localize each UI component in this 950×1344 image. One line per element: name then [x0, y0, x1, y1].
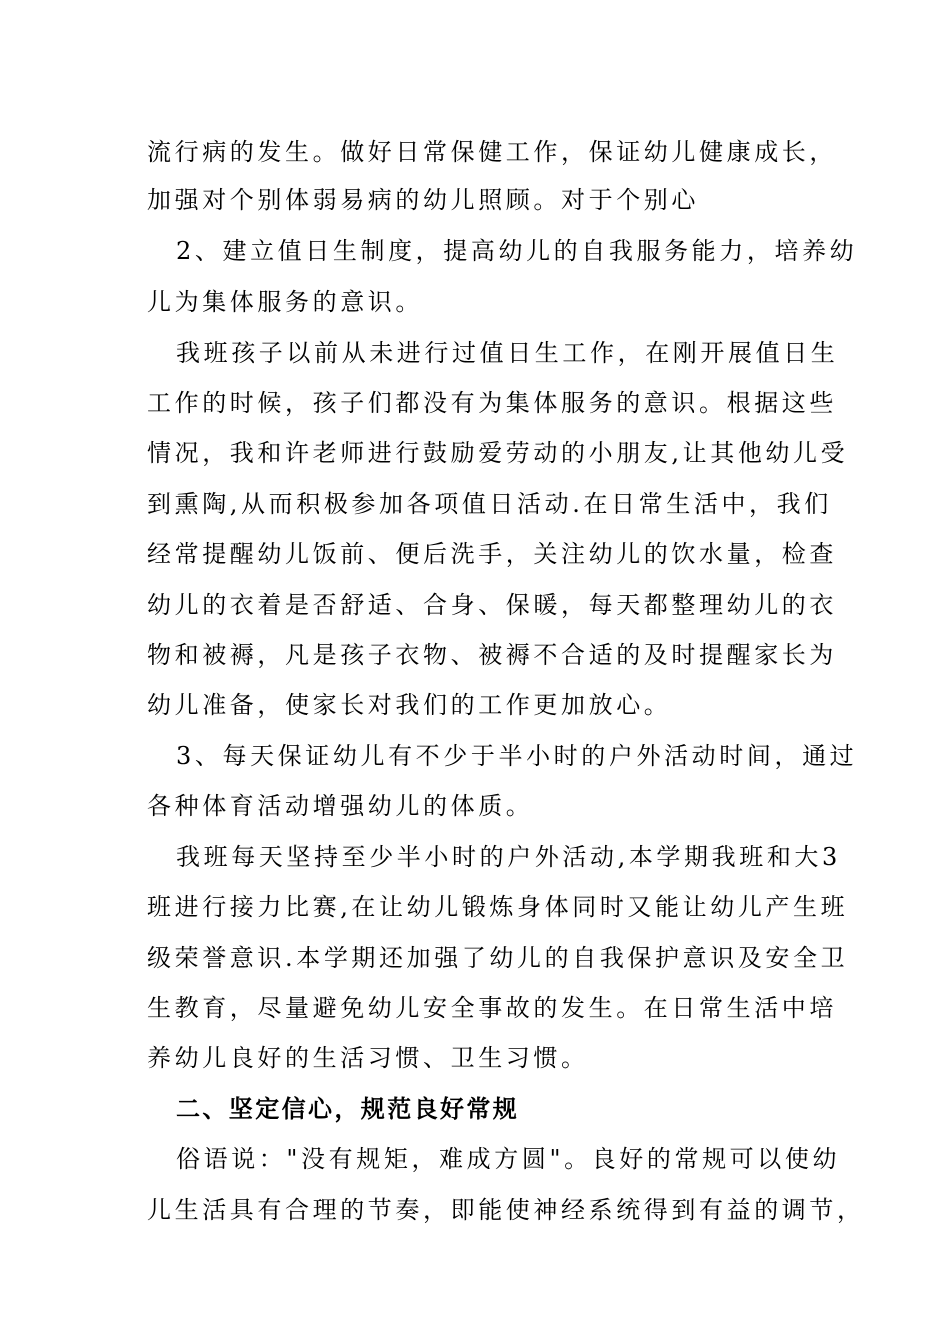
- text-line: 幼儿准备，使家长对我们的工作更加放心。: [147, 691, 672, 719]
- text-line: 俗语说："没有规矩，难成方圆"。良好的常规可以使幼: [176, 1145, 841, 1173]
- text-line: 流行病的发生。做好日常保健工作，保证幼儿健康成长，: [147, 138, 837, 166]
- text-line: 情况，我和许老师进行鼓励爱劳动的小朋友,让其他幼儿受: [147, 439, 849, 467]
- text-line: 生教育，尽量避免幼儿安全事故的发生。在日常生活中培: [147, 994, 837, 1022]
- text-line: 工作的时候，孩子们都没有为集体服务的意识。根据这些: [147, 389, 837, 417]
- text-line: 儿为集体服务的意识。: [147, 288, 423, 316]
- text-line: 儿生活具有合理的节奏，即能使神经系统得到有益的调节，: [147, 1196, 865, 1224]
- text-line: 班进行接力比赛,在让幼儿锻炼身体同时又能让幼儿产生班: [147, 893, 849, 921]
- text-line: 我班每天坚持至少半小时的户外活动,本学期我班和大3: [176, 843, 841, 871]
- text-line: 各种体育活动增强幼儿的体质。: [147, 792, 534, 820]
- text-line: 我班孩子以前从未进行过值日生工作，在刚开展值日生: [176, 339, 839, 367]
- text-line: 幼儿的衣着是否舒适、合身、保暖，每天都整理幼儿的衣: [147, 591, 837, 619]
- text-line: 物和被褥，凡是孩子衣物、被褥不合适的及时提醒家长为: [147, 641, 837, 669]
- text-line: 加强对个别体弱易病的幼儿照顾。对于个别心: [147, 186, 699, 214]
- section-heading: 二、坚定信心，规范良好常规: [176, 1094, 520, 1123]
- text-line: 经常提醒幼儿饭前、便后洗手，关注幼儿的饮水量，检查: [147, 540, 837, 568]
- text-line: 2、建立值日生制度，提高幼儿的自我服务能力，培养幼: [176, 237, 858, 265]
- text-line: 到熏陶,从而积极参加各项值日活动.在日常生活中，我们: [147, 490, 832, 518]
- text-line: 3、每天保证幼儿有不少于半小时的户外活动时间，通过: [176, 742, 858, 770]
- text-line: 养幼儿良好的生活习惯、卫生习惯。: [147, 1044, 589, 1072]
- text-line: 级荣誉意识.本学期还加强了幼儿的自我保护意识及安全卫: [147, 944, 849, 972]
